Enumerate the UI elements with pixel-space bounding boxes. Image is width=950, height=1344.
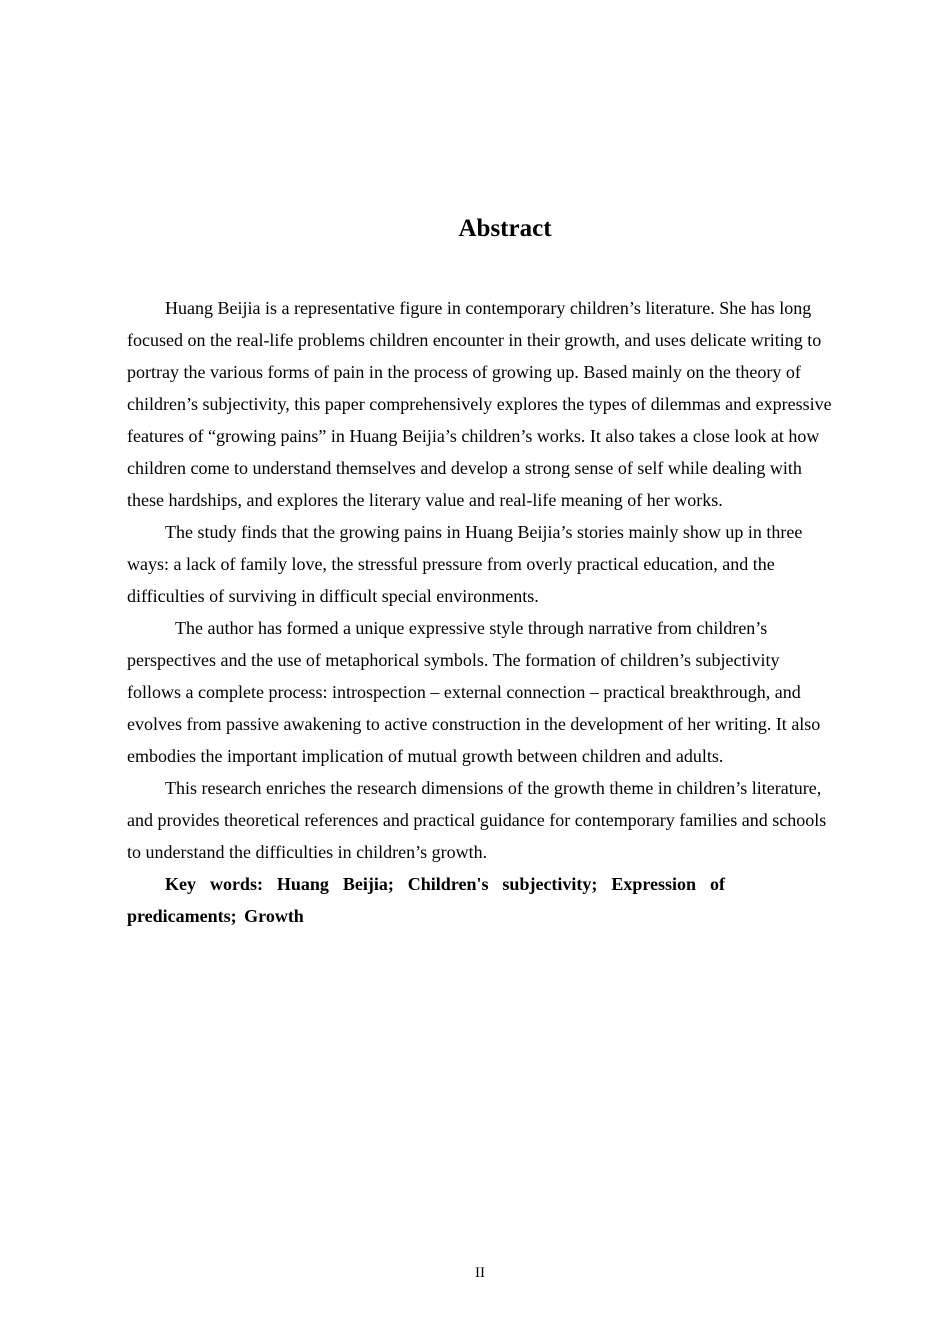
- abstract-paragraph-1: Huang Beijia is a representative figure in contemporary children’s literature. She has long focused on the real-life problems children encounter in their growth, and uses delicate writing to portray the various forms of pain in the process of growing up. Based mainly on the theory of children’s subjectivity, this paper comprehensively explores the types of dilemmas and expressive features of “growing pains” in Huang Beijia’s children’s works. It also takes a close look at how children come to understand themselves and develop a strong sense of self while dealing with these hardships, and explores the literary value and real-life meaning of her works.: [127, 298, 832, 510]
- abstract-title: Abstract: [458, 215, 552, 242]
- abstract-paragraph-3: The author has formed a unique expressive style through narrative from children’s perspectives and the use of metaphorical symbols. The formation of children’s subjectivity follows a complete process: introspection – external connection – practical breakthrough, and evolves from passive awakening to active construction in the development of her writing. It also embodies the important implication of mutual growth between children and adults.: [127, 618, 821, 766]
- abstract-paragraph-2: The study finds that the growing pains in Huang Beijia’s stories mainly show up in three ways: a lack of family love, the stressful pressure from overly practical education, and the difficulties of surviving in difficult special environments.: [127, 522, 803, 606]
- keywords-line: Key words: Huang Beijia; Children's subjectivity; Expression of predicaments; Growth: [127, 874, 725, 926]
- abstract-body: [127, 292, 833, 932]
- abstract-paragraph-4: This research enriches the research dimensions of the growth theme in children’s literature, and provides theoretical references and practical guidance for contemporary families and schools to understand the difficulties in children’s growth.: [127, 778, 827, 862]
- page-number: II: [475, 1265, 485, 1281]
